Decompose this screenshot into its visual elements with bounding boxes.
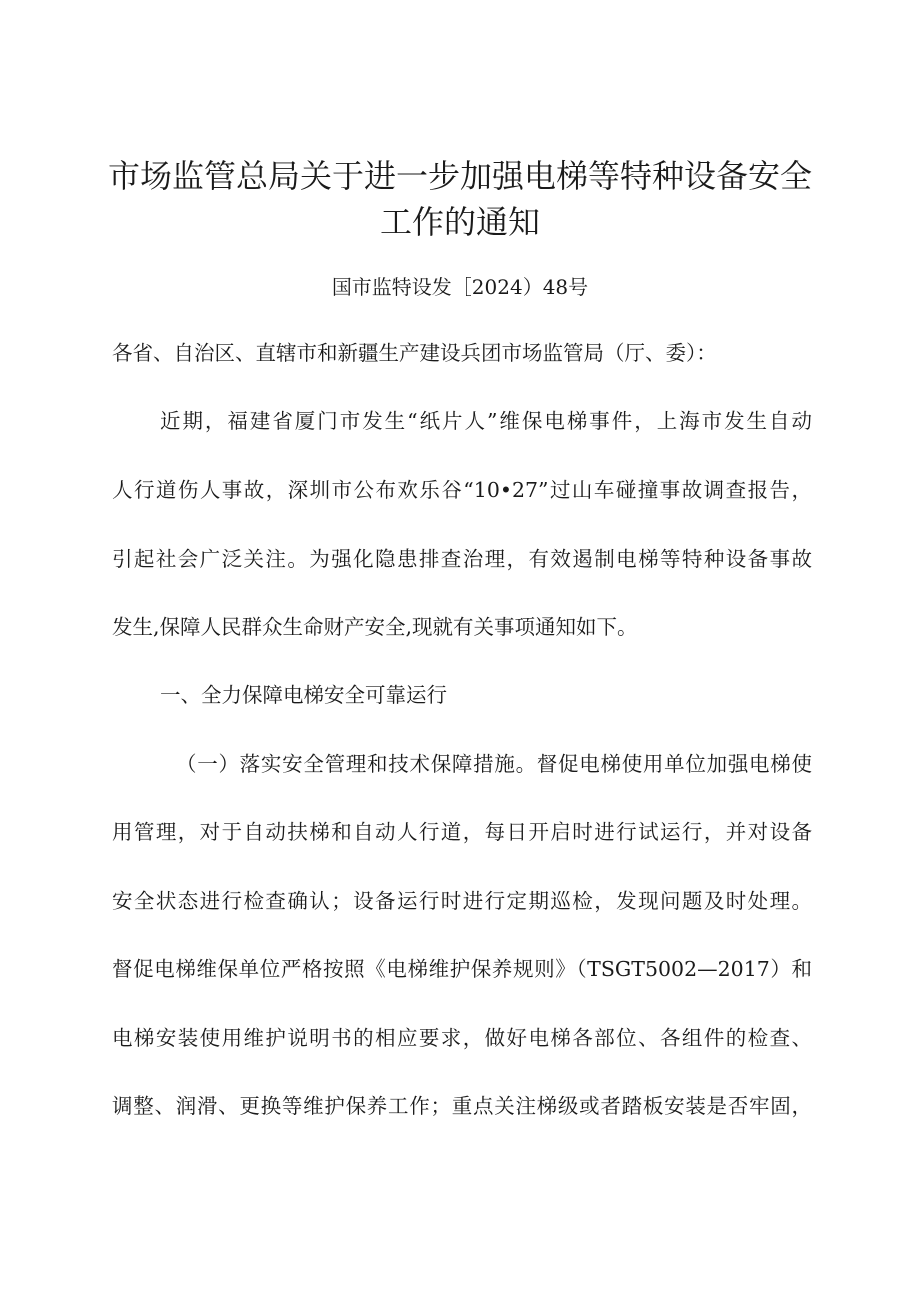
paragraph-1-line-2: 人行道伤人事故，深圳市公布欢乐谷“10•27”过山车碰撞事故调查报告， — [112, 478, 812, 502]
paragraph-2-line-2: 用管理，对于自动扶梯和自动人行道，每日开启时进行试运行，并对设备 — [112, 820, 812, 844]
paragraph-2-line-4: 督促电梯维保单位严格按照《电梯维护保养规则》（TSGT5002—2017）和 — [112, 957, 812, 981]
paragraph-1-line-1: 近期，福建省厦门市发生“纸片人”维保电梯事件，上海市发生自动 — [160, 409, 812, 433]
paragraph-2-line-1: （一）落实安全管理和技术保障措施。督促电梯使用单位加强电梯使 — [176, 752, 812, 776]
paragraph-1-line-4: 发生,保障人民群众生命财产安全,现就有关事项通知如下。 — [112, 615, 638, 639]
paragraph-2-line-3: 安全状态进行检查确认；设备运行时进行定期巡检，发现问题及时处理。 — [112, 889, 812, 913]
paragraph-1-line-3: 引起社会广泛关注。为强化隐患排查治理，有效遏制电梯等特种设备事故 — [112, 547, 812, 571]
paragraph-2-line-5: 电梯安装使用维护说明书的相应要求，做好电梯各部位、各组件的检查、 — [112, 1026, 812, 1050]
section-1-heading: 一、全力保障电梯安全可靠运行 — [160, 683, 447, 707]
document-title — [100, 153, 820, 245]
title-line-1: 市场监管总局关于进一步加强电梯等特种设备安全 — [107, 157, 812, 195]
document-number: 国市监特设发［2024）48号 — [331, 275, 589, 299]
addressee: 各省、自治区、直辖市和新疆生产建设兵团市场监管局（厅、委）： — [112, 341, 717, 365]
paragraph-2-line-6: 调整、润滑、更换等维护保养工作；重点关注梯级或者踏板安装是否牢固， — [112, 1094, 812, 1118]
title-line-2: 工作的通知 — [379, 203, 540, 241]
